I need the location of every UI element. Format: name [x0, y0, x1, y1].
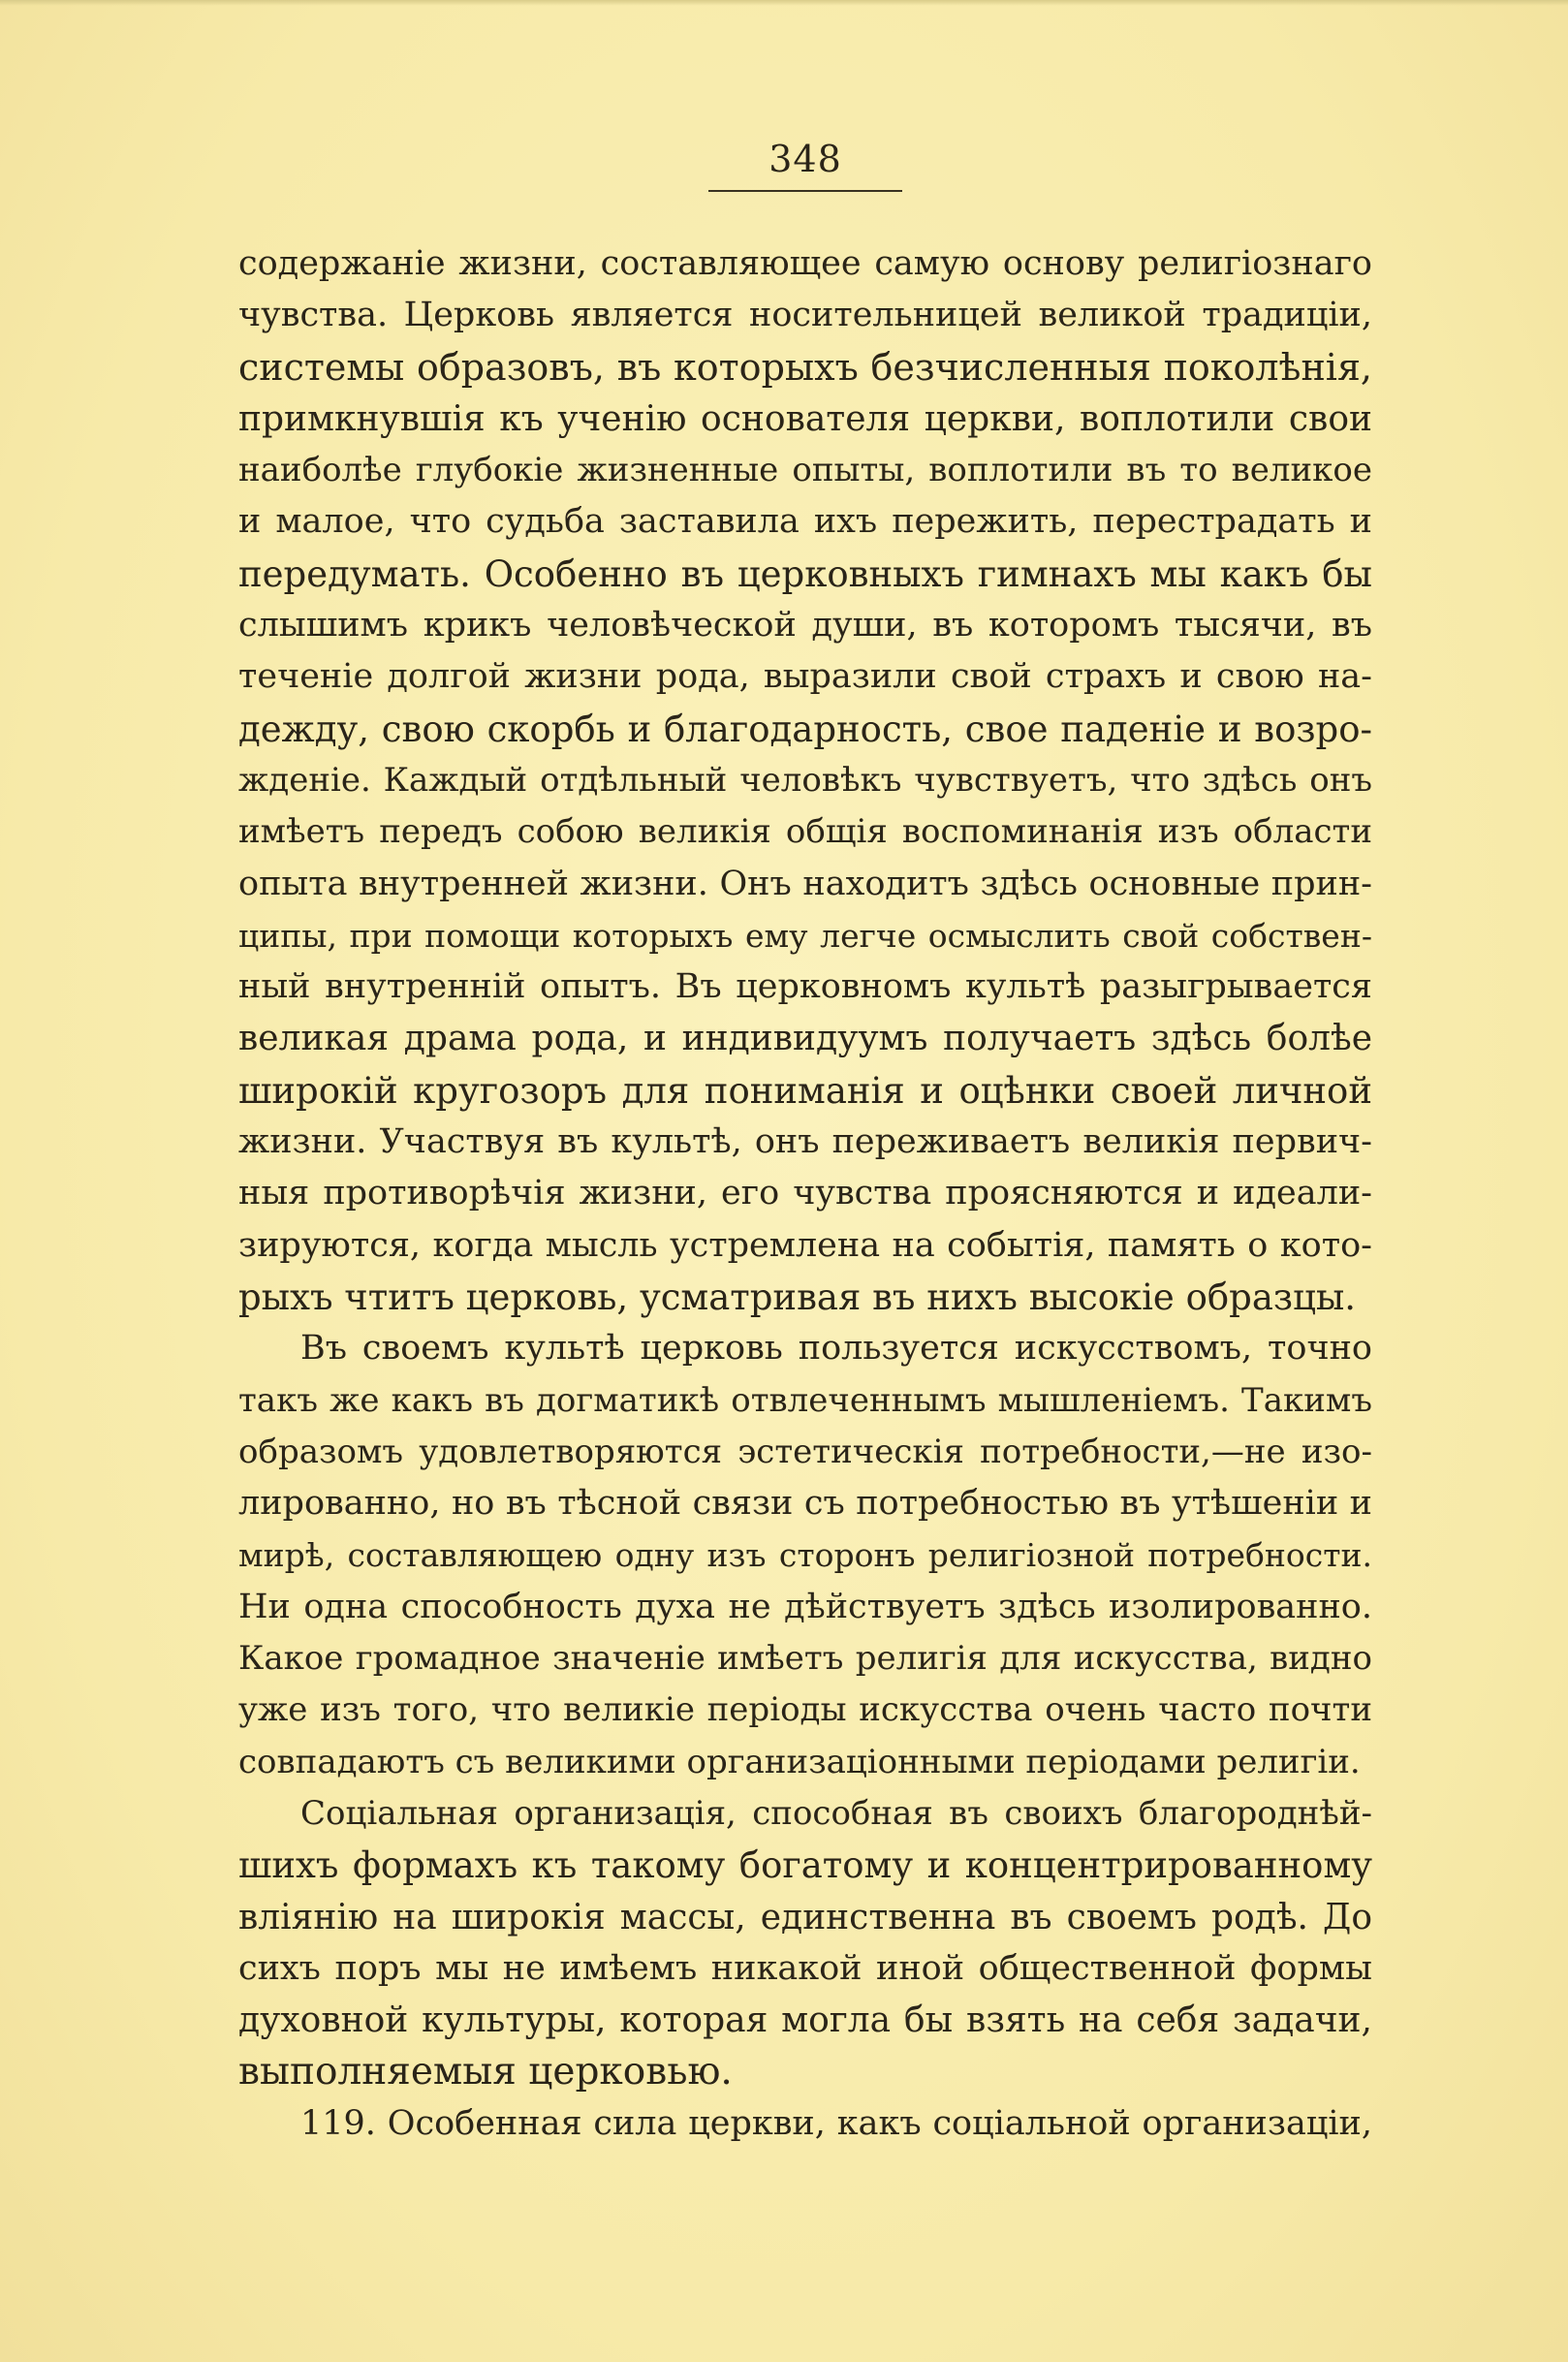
text-line: дежду, свою скорбь и благодарность, свое паденiе и возро- — [238, 708, 1372, 750]
text-line: жденiе. Каждый отдѣльный человѣкъ чувствуетъ, что здѣсь онъ — [238, 760, 1372, 800]
text-line: чувства. Церковь является носительницей великой традицiи, — [238, 296, 1372, 335]
text-line: совпадаютъ съ великими организацiонными перiодами религiи. — [238, 1742, 1361, 1781]
text-line: Ни одна способность духа не дѣйствуетъ здѣсь изолированно. — [238, 1587, 1372, 1626]
text-line: великая драма рода, и индивидуумъ получаетъ здѣсь болѣе — [238, 1019, 1372, 1059]
text-line: выполняемыя церковью. — [238, 2050, 733, 2094]
text-line: слышимъ крикъ человѣческой души, въ которомъ тысячи, въ — [238, 606, 1372, 646]
text-line: сихъ поръ мы не имѣемъ никакой иной общественной формы — [238, 1948, 1372, 1988]
text-line: ный внутреннiй опытъ. Въ церковномъ культѣ разыгрывается — [238, 967, 1372, 1007]
text-line: ныя противорѣчiя жизни, его чувства проясняются и идеали- — [238, 1174, 1372, 1213]
text-line: мирѣ, составляющею одну изъ сторонъ религiозной потребности. — [238, 1536, 1372, 1575]
text-line: содержанiе жизни, составляющее самую основу религiознаго — [238, 244, 1372, 283]
page-number: 348 — [768, 138, 842, 180]
text-line: широкiй кругозоръ для пониманiя и оцѣнки своей личной — [238, 1069, 1372, 1112]
text-line: лированно, но въ тѣсной связи съ потребностью въ утѣшенiи и — [238, 1484, 1372, 1524]
text-line: ципы, при помощи которыхъ ему легче осмыслить свой собствен- — [238, 916, 1372, 955]
text-line: имѣетъ передъ собою великiя общiя воспоминанiя изъ области — [238, 812, 1372, 852]
page-number-rule — [708, 190, 902, 192]
text-line: передумать. Особенно въ церковныхъ гимнахъ мы какъ бы — [238, 552, 1372, 595]
text-line: опыта внутренней жизни. Онъ находитъ здѣсь основные прин- — [238, 864, 1372, 903]
text-line: 119. Особенная сила церкви, какъ соцiальной организацiи, — [300, 2103, 1372, 2143]
text-line: Какое громадное значенiе имѣетъ религiя для искусства, видно — [238, 1639, 1372, 1679]
page-edge — [0, 0, 1568, 6]
text-line: уже изъ того, что великiе перiоды искусства очень часто почти — [238, 1690, 1372, 1730]
text-line: духовной культуры, которая могла бы взять на себя задачи, — [238, 2000, 1372, 2041]
text-line: Въ своемъ культѣ церковь пользуется искусствомъ, точно — [300, 1329, 1372, 1369]
text-line: зируются, когда мысль устремлена на событiя, память о кото- — [238, 1225, 1372, 1265]
text-line: наиболѣе глубокiе жизненные опыты, воплотили въ то великое — [238, 451, 1372, 490]
text-line: жизни. Участвуя въ культѣ, онъ переживаетъ великiя первич- — [238, 1122, 1372, 1162]
text-line: влiянiю на широкiя массы, единственна въ своемъ родѣ. До — [238, 1897, 1372, 1937]
text-line: Соцiальная организацiя, способная въ своихъ благороднѣй- — [300, 1793, 1372, 1833]
text-line: теченiе долгой жизни рода, выразили свой страхъ и свою на- — [238, 657, 1372, 697]
text-line: образомъ удовлетворяются эстетическiя потребности,—не изо- — [238, 1432, 1372, 1471]
text-line: примкнувшiя къ ученiю основателя церкви, воплотили свои — [238, 398, 1372, 439]
text-line: такъ же какъ въ догматикѣ отвлеченнымъ мышленiемъ. Такимъ — [238, 1380, 1372, 1420]
text-line: системы образовъ, въ которыхъ безчисленныя поколѣнiя, — [238, 345, 1372, 389]
text-line: шихъ формахъ къ такому богатому и концентрированному — [238, 1844, 1372, 1887]
text-line: и малое, что судьба заставила ихъ пережить, перестрадать и — [238, 502, 1372, 542]
text-line: рыхъ чтитъ церковь, усматривая въ нихъ высокiе образцы. — [238, 1275, 1357, 1318]
body-text — [238, 238, 1372, 2150]
